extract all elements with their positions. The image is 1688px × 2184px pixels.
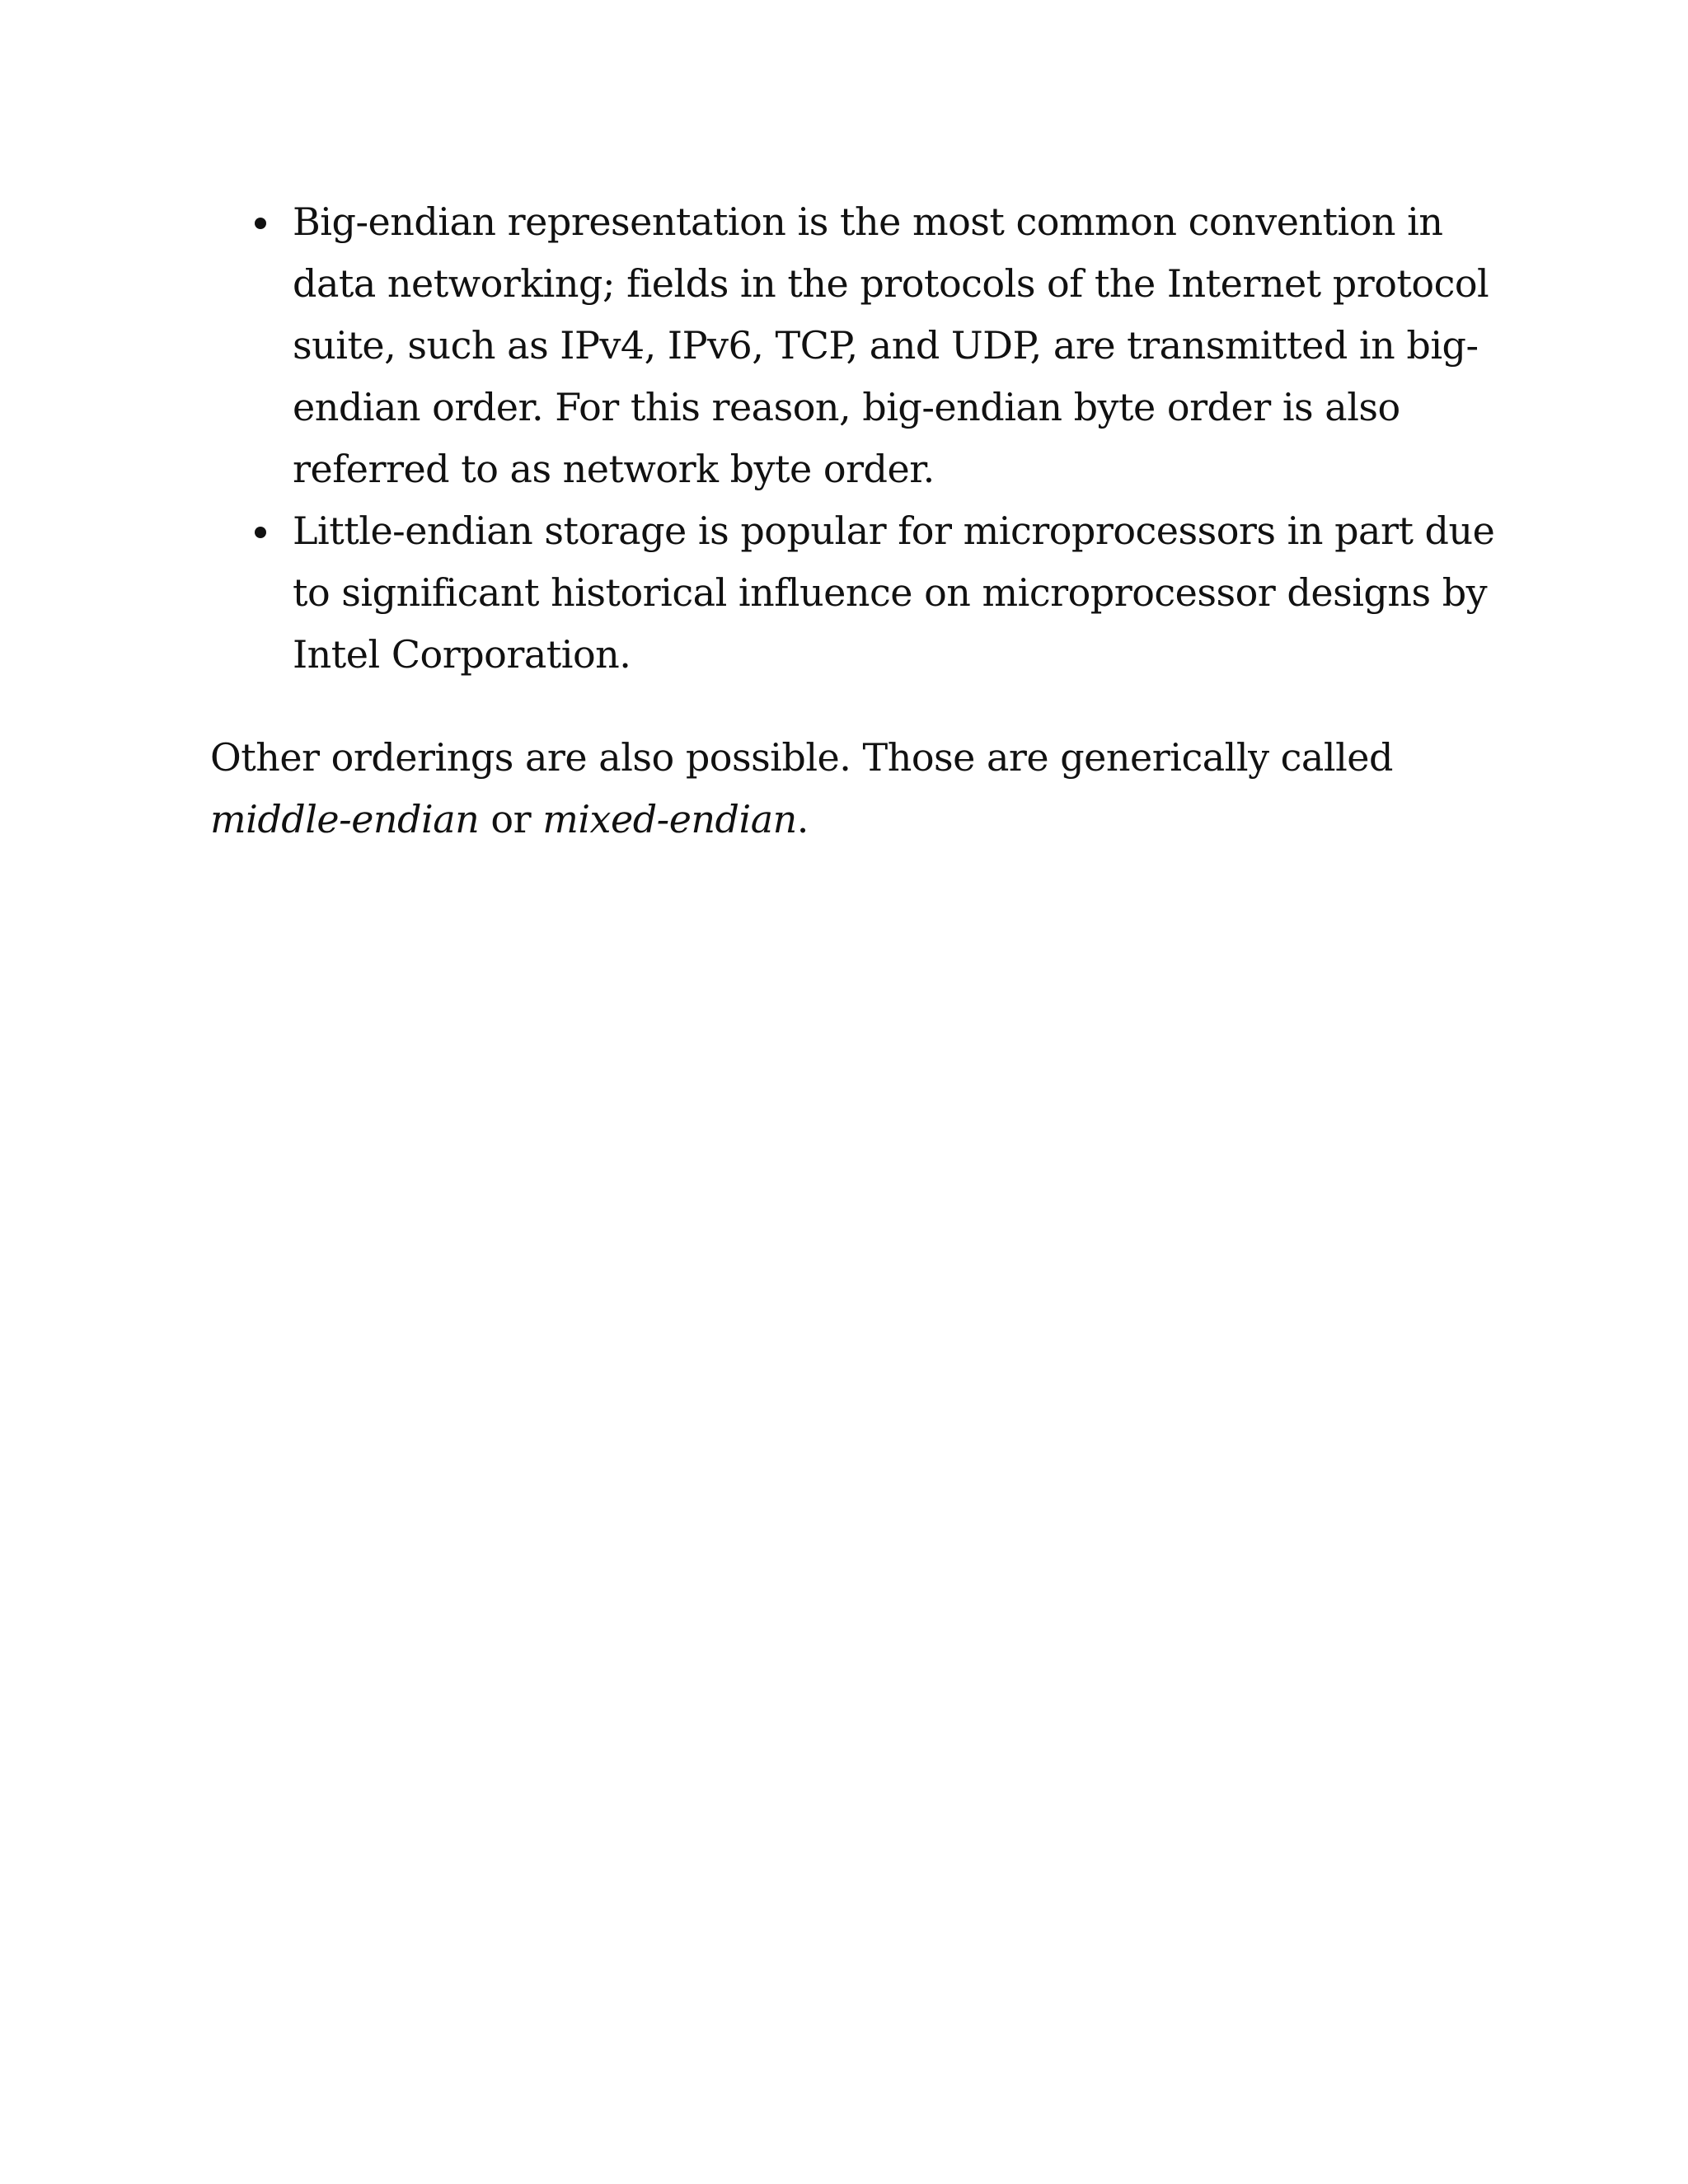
list-item (293, 500, 1496, 686)
term-middle-endian: middle-endian (210, 797, 480, 841)
paragraph-end: . (796, 797, 809, 841)
list-item-text: Little-endian storage is popular for microprocessors in part due to significant historical influence on microprocessor designs by Intel Corporation. (293, 509, 1495, 677)
bullet-dot-icon (255, 527, 266, 538)
body-paragraph (210, 727, 1496, 851)
document-page (210, 191, 1496, 851)
list-item (293, 191, 1496, 500)
paragraph-conjunction: or (479, 797, 543, 841)
term-mixed-endian: mixed-endian (542, 797, 797, 841)
list-item-text: Big-endian representation is the most common convention in data networking; fields in the protocols of the Internet protocol suite, such as IPv4, IPv6, TCP, and UDP, are transmitted in big-endian order. For this reason, big-endian byte order is also referred to as network byte order. (293, 199, 1489, 491)
paragraph-lead-text: Other orderings are also possible. Those are generically called (210, 735, 1393, 780)
bullet-list (210, 191, 1496, 686)
bullet-dot-icon (255, 218, 266, 229)
